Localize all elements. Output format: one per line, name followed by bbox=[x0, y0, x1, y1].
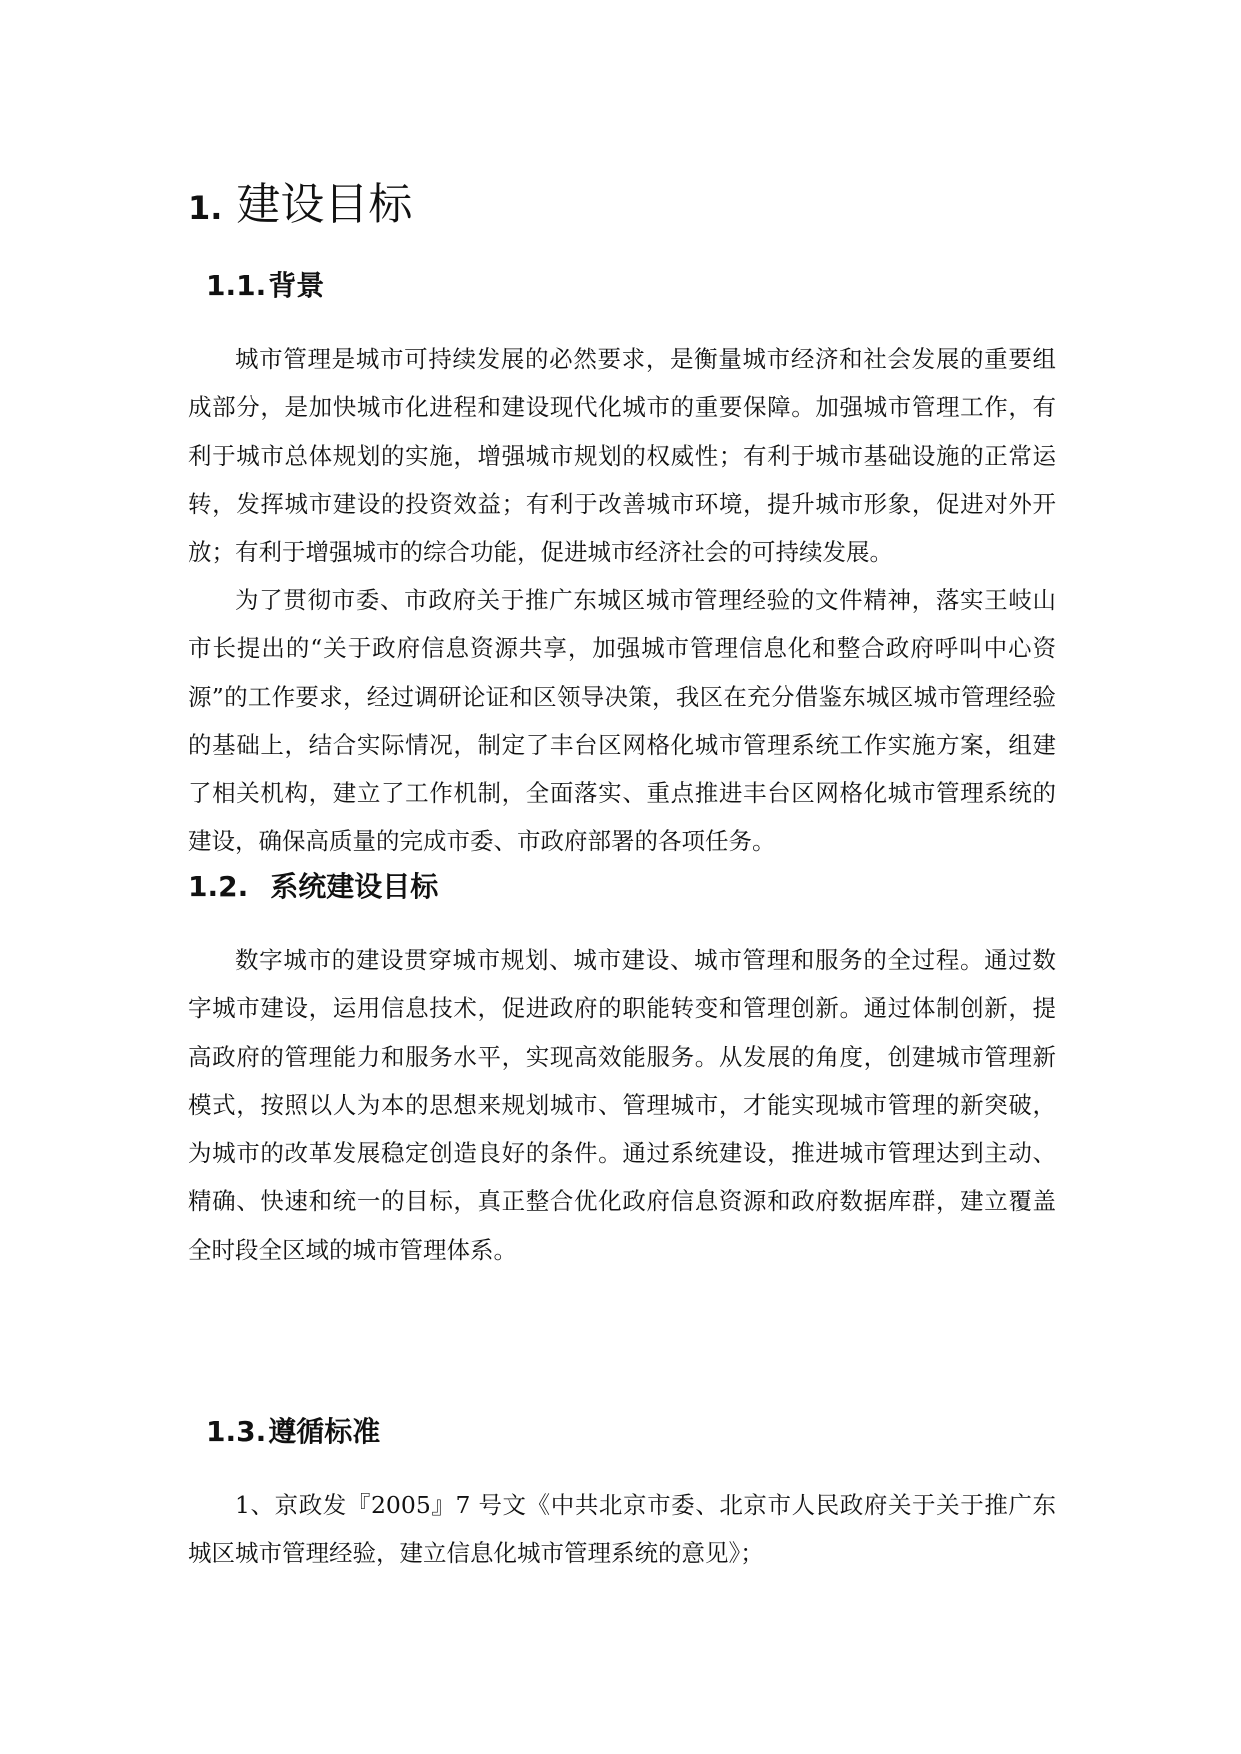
section-heading-system-goals bbox=[188, 870, 439, 903]
section-heading-background bbox=[206, 269, 325, 302]
chapter-title: 建设目标 bbox=[236, 179, 413, 230]
chapter-heading bbox=[188, 179, 413, 230]
section-number: 1.1. bbox=[206, 269, 267, 302]
section-title: 遵循标准 bbox=[268, 1415, 381, 1448]
chapter-number: 1. bbox=[188, 189, 223, 227]
section-number: 1.2. bbox=[188, 870, 249, 903]
paragraph-background-1: 城市管理是城市可持续发展的必然要求，是衡量城市经济和社会发展的重要组成部分，是加快城市化进程和建设现代化城市的重要保障。加强城市管理工作，有利于城市总体规划的实施，增强城市规划的权威性；有利于城市基础设施的正常运转，发挥城市建设的投资效益；有利于改善城市环境，提升城市形象，促进对外开放；有利于增强城市的综合功能，促进城市经济社会的可持续发展。 bbox=[188, 345, 1056, 567]
section-heading-standards bbox=[206, 1415, 381, 1448]
section-number: 1.3. bbox=[206, 1415, 267, 1448]
paragraph-background-2: 为了贯彻市委、市政府关于推广东城区城市管理经验的文件精神，落实王岐山市长提出的“关于政府信息资源共享，加强城市管理信息化和整合政府呼叫中心资源”的工作要求，经过调研论证和区领导决策，我区在充分借鉴东城区城市管理经验的基础上，结合实际情况，制定了丰台区网格化城市管理系统工作实施方案，组建了相关机构，建立了工作机制，全面落实、重点推进丰台区网格化城市管理系统的建设，确保高质量的完成市委、市政府部署的各项任务。 bbox=[188, 586, 1056, 856]
section-title: 背景 bbox=[268, 269, 325, 302]
paragraph-system-goals: 数字城市的建设贯穿城市规划、城市建设、城市管理和服务的全过程。通过数字城市建设，运用信息技术，促进政府的职能转变和管理创新。通过体制创新，提高政府的管理能力和服务水平，实现高效能服务。从发展的角度，创建城市管理新模式，按照以人为本的思想来规划城市、管理城市，才能实现城市管理的新突破，为城市的改革发展稳定创造良好的条件。通过系统建设，推进城市管理达到主动、精确、快速和统一的目标，真正整合优化政府信息资源和政府数据库群，建立覆盖全时段全区域的城市管理体系。 bbox=[188, 946, 1056, 1264]
standard-item-1: 1、京政发『2005』7 号文《中共北京市委、北京市人民政府关于关于推广东城区城市管理经验，建立信息化城市管理系统的意见》； bbox=[188, 1491, 1056, 1568]
section-title: 系统建设目标 bbox=[270, 870, 439, 903]
